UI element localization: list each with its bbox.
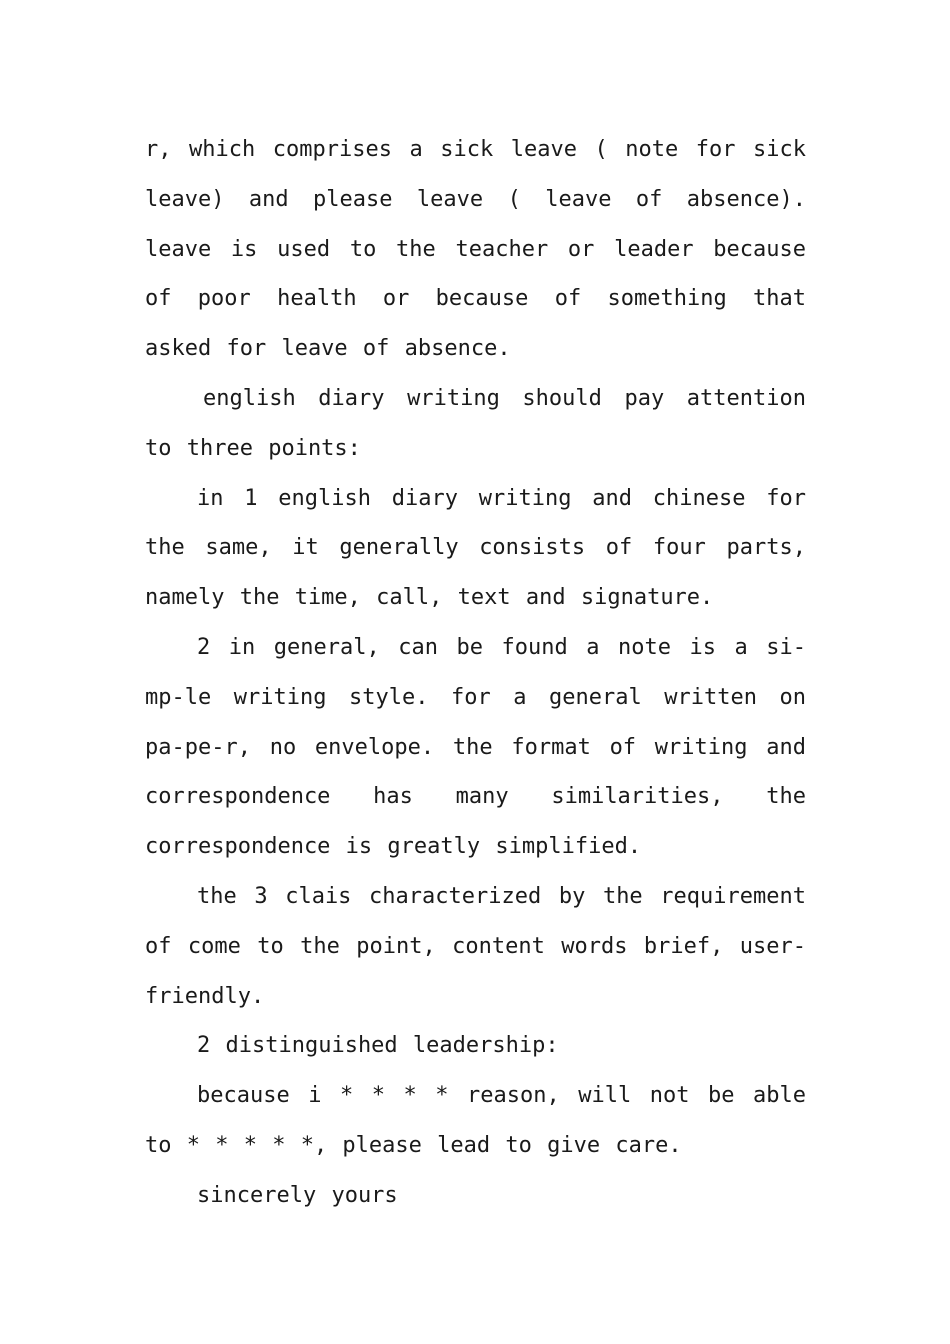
- paragraph-letter-body: because i * * * * reason, will not be able to * * * * *, please lead to give care.: [145, 1083, 806, 1158]
- paragraph-diary-points-intro: english diary writing should pay attention to three points:: [145, 385, 806, 461]
- paragraph-point-3: the 3 clais characterized by the requirement of come to the point, content words brief, user-friendly.: [145, 883, 806, 1009]
- document-body: [145, 125, 806, 1221]
- paragraph-closing: sincerely yours: [197, 1182, 398, 1208]
- paragraph-point-2: 2 in general, can be found a note is a si-mp-le writing style. for a general written on pa-pe-r, no envelope. the format of writing and correspondence has many similarities, the correspondence is greatly simplified.: [145, 634, 806, 860]
- paragraph-leave-definition: r, which comprises a sick leave ( note for sick leave) and please leave ( leave of absence). leave is used to the teacher or leader because of poor health or because of something that asked for leave of absence.: [145, 137, 806, 362]
- paragraph-salutation: 2 distinguished leadership:: [197, 1033, 559, 1059]
- paragraph-point-1: in 1 english diary writing and chinese for the same, it generally consists of four parts, namely the time, call, text and signature.: [145, 485, 806, 611]
